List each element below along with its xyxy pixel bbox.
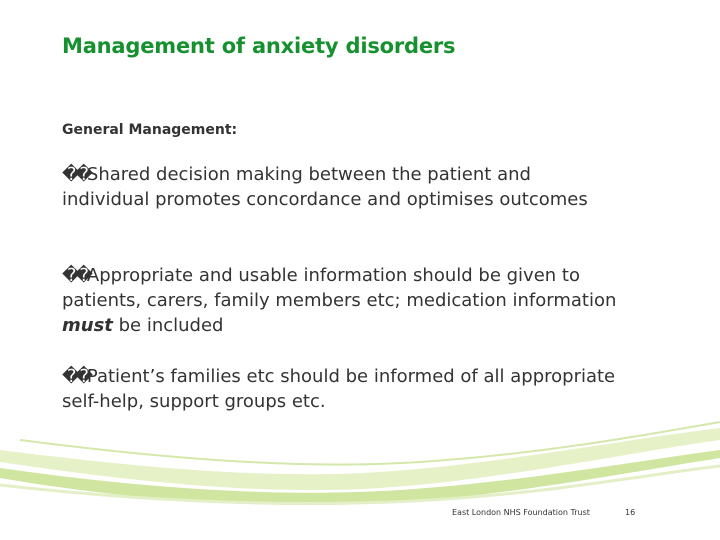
bullet-text: Appropriate and usable information should be given to patients, carers, family members etc; medication information <box>62 265 617 311</box>
bullet-item <box>62 263 622 338</box>
bullet-text: Shared decision making between the patient and individual promotes concordance and optimises outcomes <box>62 164 588 210</box>
emphasis-text: must <box>62 315 113 336</box>
bullet-text: Patient’s families etc should be informed of all appropriate self-help, support groups etc. <box>62 366 616 412</box>
bullet-text-end: be included <box>112 315 224 336</box>
bullet-item <box>62 364 622 414</box>
bullet-icon: �� <box>62 164 87 185</box>
bullet-item <box>62 162 622 212</box>
page-number: 16 <box>625 508 636 517</box>
decorative-swoosh <box>0 410 720 520</box>
slide-title: Management of anxiety disorders <box>62 34 456 58</box>
bullet-icon: �� <box>62 366 87 387</box>
section-subheading: General Management: <box>62 122 238 138</box>
footer-organisation: East London NHS Foundation Trust <box>452 508 590 517</box>
bullet-icon: �� <box>62 265 87 286</box>
